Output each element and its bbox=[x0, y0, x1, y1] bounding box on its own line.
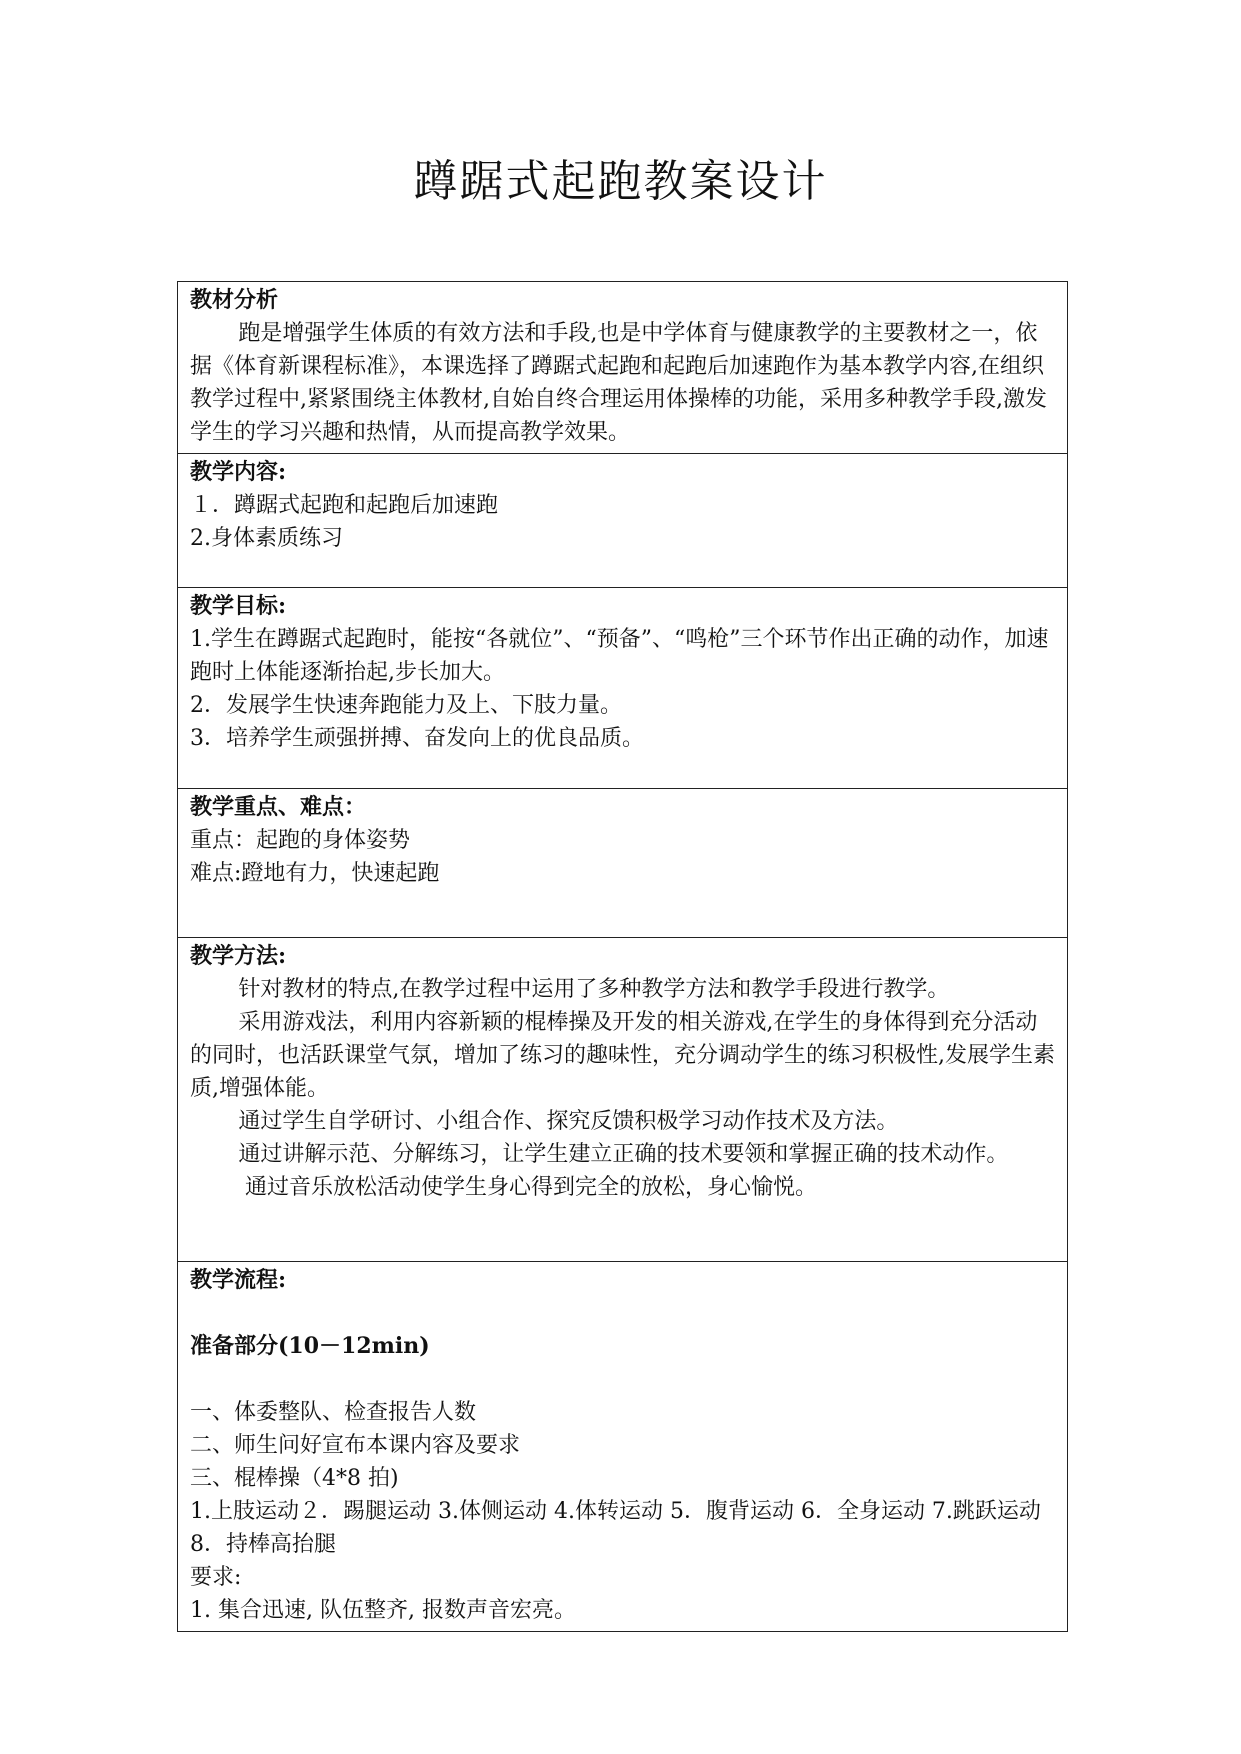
flow-line-1: 一、体委整队、检查报告人数 bbox=[190, 1400, 477, 1425]
keypoints-heading: 教学重点、难点： bbox=[190, 794, 367, 820]
section-content bbox=[178, 454, 1068, 588]
document-title: 蹲踞式起跑教案设计 bbox=[413, 156, 828, 207]
flow-line-2: 二、师生问好宣布本课内容及要求 bbox=[190, 1433, 521, 1458]
lesson-plan-table bbox=[177, 281, 1068, 1632]
flow-line-5: 要求: bbox=[190, 1565, 242, 1590]
flow-line-4: 1.上肢运动２．踢腿运动 3.体侧运动 4.体转运动 5．腹背运动 6．全身运动 7.跳跃运动 8．持棒高抬腿 bbox=[190, 1499, 1041, 1557]
content-item-1: １．蹲踞式起跑和起跑后加速跑 bbox=[190, 493, 499, 518]
material-heading: 教材分析 bbox=[190, 287, 279, 313]
section-flow bbox=[178, 1262, 1068, 1632]
flow-line-3: 三、棍棒操（4*8 拍) bbox=[190, 1466, 399, 1491]
section-material bbox=[178, 282, 1068, 454]
methods-para-1: 针对教材的特点,在教学过程中运用了多种教学方法和教学手段进行教学。 bbox=[238, 977, 950, 1002]
methods-para-5: 通过音乐放松活动使学生身心得到完全的放松，身心愉悦。 bbox=[245, 1175, 818, 1200]
goals-item-2: 2．发展学生快速奔跑能力及上、下肢力量。 bbox=[190, 693, 622, 718]
flow-heading: 教学流程: bbox=[190, 1267, 287, 1293]
methods-para-4: 通过讲解示范、分解练习，让学生建立正确的技术要领和掌握正确的技术动作。 bbox=[238, 1142, 1009, 1167]
material-body: 跑是增强学生体质的有效方法和手段,也是中学体育与健康教学的主要教材之一，依据《体育新课程标准》，本课选择了蹲踞式起跑和起跑后加速跑作为基本教学内容,在组织教学过程中,紧紧围绕主体教材,自始自终合理运用体操棒的功能，采用多种教学手段,激发学生的学习兴趣和热情，从而提高教学效果。 bbox=[190, 321, 1047, 445]
goals-item-1: 1.学生在蹲踞式起跑时，能按“各就位”、“预备”、“鸣枪”三个环节作出正确的动作，加速跑时上体能逐渐抬起,步长加大。 bbox=[190, 627, 1049, 685]
section-keypoints bbox=[178, 789, 1068, 938]
goals-heading: 教学目标: bbox=[190, 593, 287, 619]
keypoint-main: 重点：起跑的身体姿势 bbox=[190, 828, 411, 853]
methods-heading: 教学方法: bbox=[190, 943, 287, 969]
keypoint-difficult: 难点:蹬地有力，快速起跑 bbox=[190, 861, 440, 886]
methods-para-3: 通过学生自学研讨、小组合作、探究反馈积极学习动作技术及方法。 bbox=[238, 1109, 899, 1134]
section-methods bbox=[178, 938, 1068, 1262]
content-heading: 教学内容: bbox=[190, 459, 287, 485]
goals-item-3: 3．培养学生顽强拼搏、奋发向上的优良品质。 bbox=[190, 726, 644, 751]
content-item-2: 2.身体素质练习 bbox=[190, 526, 343, 551]
flow-line-6: 1. 集合迅速, 队伍整齐, 报数声音宏亮。 bbox=[190, 1598, 576, 1623]
flow-part-title: 准备部分(10－12min) bbox=[190, 1333, 430, 1359]
section-goals bbox=[178, 588, 1068, 789]
methods-para-2: 采用游戏法，利用内容新颖的棍棒操及开发的相关游戏,在学生的身体得到充分活动的同时，也活跃课堂气氛，增加了练习的趣味性，充分调动学生的练习积极性,发展学生素质,增强体能。 bbox=[190, 1010, 1055, 1101]
